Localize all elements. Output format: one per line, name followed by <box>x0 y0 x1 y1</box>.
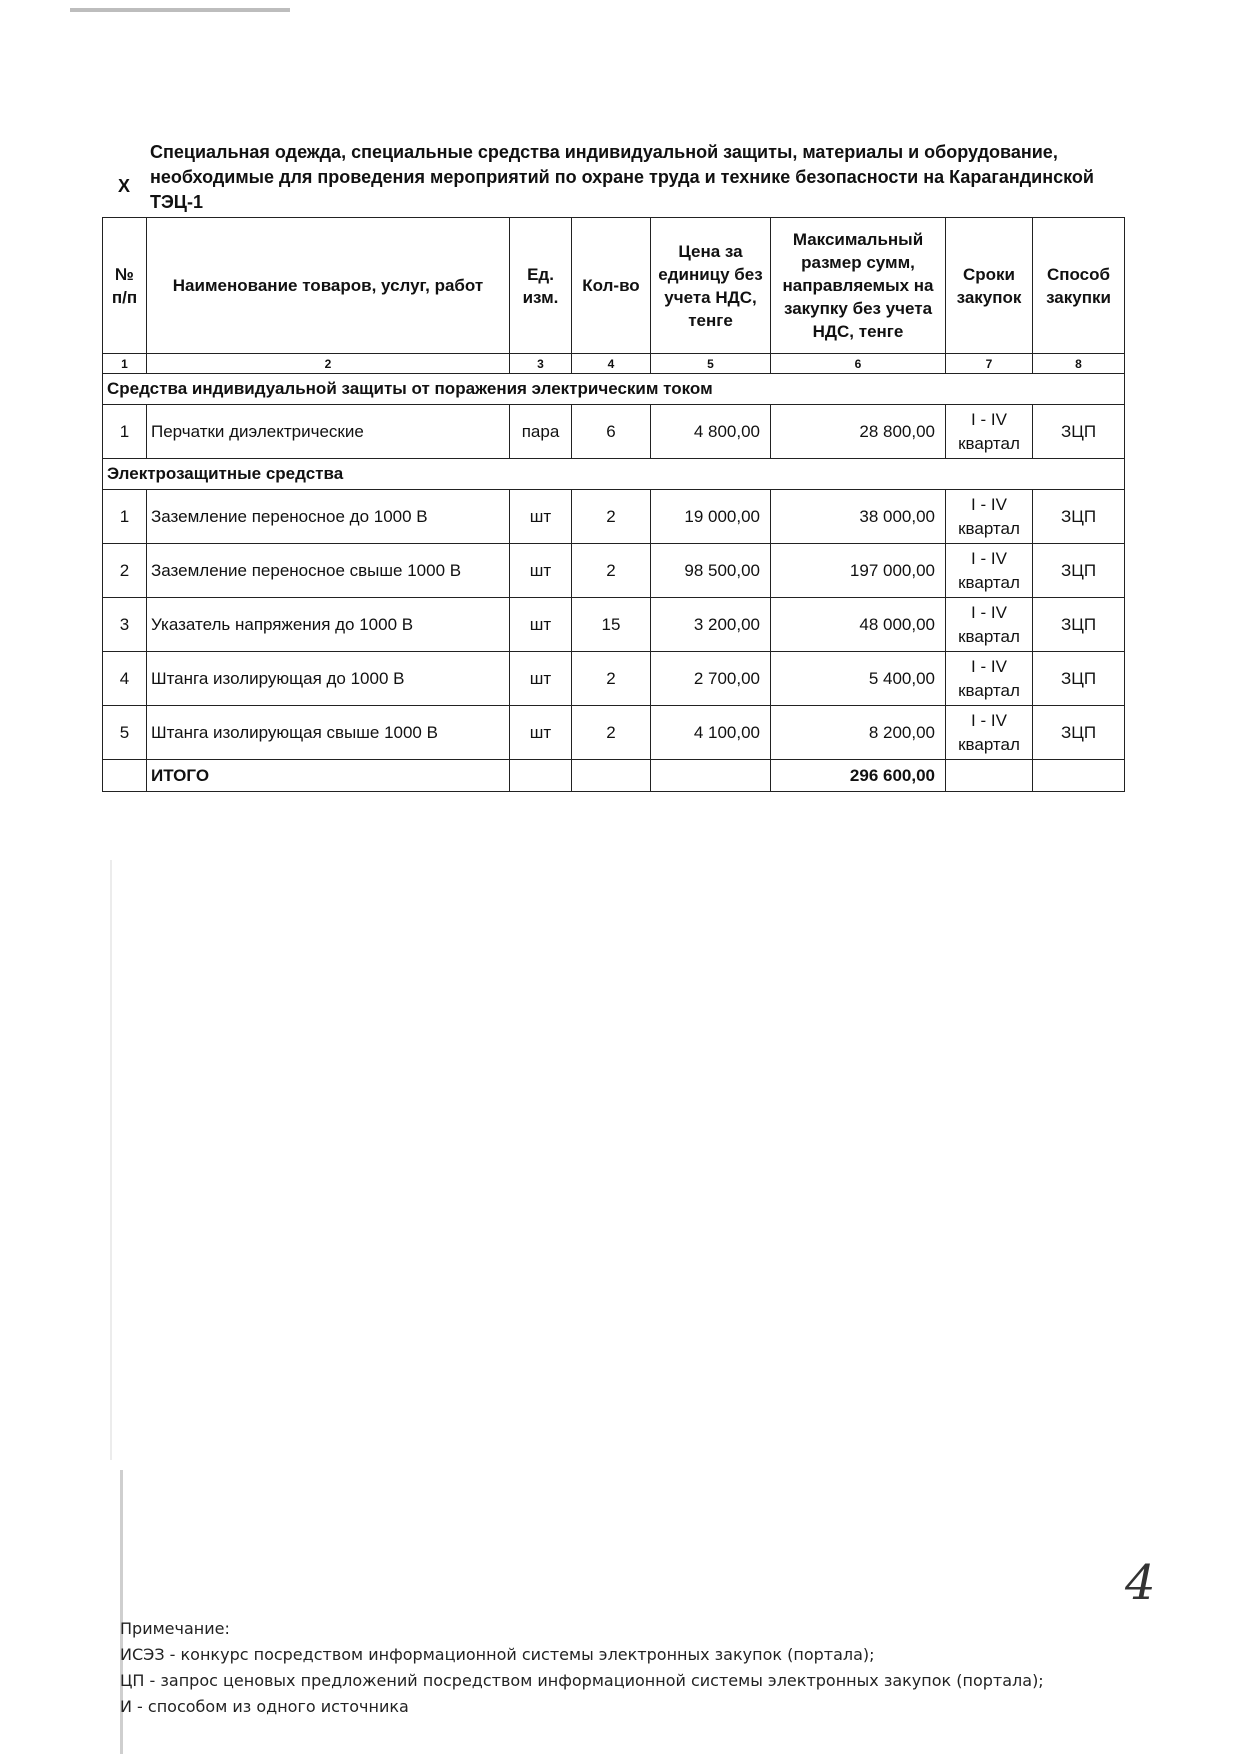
group-row <box>103 459 1125 490</box>
row-number: 3 <box>103 598 147 652</box>
group-row <box>103 374 1125 405</box>
row-unit: шт <box>510 652 572 706</box>
total-empty-cell <box>103 760 147 792</box>
column-number: 6 <box>771 354 946 374</box>
header-number: № п/п <box>103 218 147 354</box>
column-number-row <box>103 354 1125 374</box>
row-method: ЗЦП <box>1033 652 1125 706</box>
total-sum: 296 600,00 <box>771 760 946 792</box>
note-line: И - способом из одного источника <box>120 1697 409 1716</box>
section-title: Специальная одежда, специальные средства индивидуальной защиты, материалы и оборудование, необходимые для проведения мероприятий по охране труда и технике безопасности на Карагандинской ТЭЦ-1 <box>150 142 1094 212</box>
row-period-range: I - IV <box>971 494 1007 514</box>
column-number: 7 <box>946 354 1033 374</box>
column-number: 4 <box>572 354 651 374</box>
notes-title: Примечание: <box>120 1619 230 1638</box>
row-quantity: 2 <box>572 652 651 706</box>
row-price: 98 500,00 <box>651 544 771 598</box>
row-sum: 5 400,00 <box>771 652 946 706</box>
row-number: 1 <box>103 490 147 544</box>
total-empty-cell <box>651 760 771 792</box>
row-number: 5 <box>103 706 147 760</box>
row-unit: шт <box>510 598 572 652</box>
row-name: Заземление переносное до 1000 В <box>147 490 510 544</box>
row-quantity: 6 <box>572 405 651 459</box>
row-sum: 28 800,00 <box>771 405 946 459</box>
row-number: 1 <box>103 405 147 459</box>
row-period <box>946 598 1033 652</box>
row-number: 2 <box>103 544 147 598</box>
table-row <box>103 544 1125 598</box>
row-method: ЗЦП <box>1033 405 1125 459</box>
row-period-unit: квартал <box>958 734 1020 754</box>
row-name: Заземление переносное свыше 1000 В <box>147 544 510 598</box>
row-method: ЗЦП <box>1033 706 1125 760</box>
table-row <box>103 405 1125 459</box>
header-method: Способ закупки <box>1033 218 1125 354</box>
row-price: 2 700,00 <box>651 652 771 706</box>
total-empty-cell <box>510 760 572 792</box>
total-empty-cell <box>1033 760 1125 792</box>
total-row <box>103 760 1125 792</box>
row-unit: шт <box>510 490 572 544</box>
row-period <box>946 706 1033 760</box>
column-number: 5 <box>651 354 771 374</box>
row-period <box>946 544 1033 598</box>
header-max-sum: Максимальный размер сумм, направляемых на закупку без учета НДС, тенге <box>771 218 946 354</box>
row-name: Указатель напряжения до 1000 В <box>147 598 510 652</box>
procurement-table <box>102 217 1125 792</box>
notes <box>120 1616 1044 1720</box>
note-line: ЦП - запрос ценовых предложений посредством информационной системы электронных закупок (портала); <box>120 1671 1044 1690</box>
header-unit-price: Цена за единицу без учета НДС, тенге <box>651 218 771 354</box>
row-period-range: I - IV <box>971 710 1007 730</box>
column-number: 2 <box>147 354 510 374</box>
column-number: 1 <box>103 354 147 374</box>
row-quantity: 2 <box>572 706 651 760</box>
row-name: Штанга изолирующая свыше 1000 В <box>147 706 510 760</box>
row-period <box>946 405 1033 459</box>
handwritten-page-number: 4 <box>1125 1555 1156 1611</box>
row-period-unit: квартал <box>958 518 1020 538</box>
row-method: ЗЦП <box>1033 598 1125 652</box>
total-empty-cell <box>946 760 1033 792</box>
column-number: 8 <box>1033 354 1125 374</box>
table-row <box>103 490 1125 544</box>
row-quantity: 2 <box>572 490 651 544</box>
row-price: 3 200,00 <box>651 598 771 652</box>
row-sum: 38 000,00 <box>771 490 946 544</box>
header-row <box>103 218 1125 354</box>
row-method: ЗЦП <box>1033 490 1125 544</box>
scan-edge-top <box>70 8 290 12</box>
header-period: Сроки закупок <box>946 218 1033 354</box>
column-number: 3 <box>510 354 572 374</box>
row-period <box>946 652 1033 706</box>
row-period-unit: квартал <box>958 572 1020 592</box>
table-row <box>103 706 1125 760</box>
row-period-unit: квартал <box>958 626 1020 646</box>
row-sum: 8 200,00 <box>771 706 946 760</box>
row-period-unit: квартал <box>958 680 1020 700</box>
total-label: ИТОГО <box>147 760 510 792</box>
header-quantity: Кол-во <box>572 218 651 354</box>
row-period-range: I - IV <box>971 409 1007 429</box>
row-name: Штанга изолирующая до 1000 В <box>147 652 510 706</box>
row-period-range: I - IV <box>971 602 1007 622</box>
row-unit: шт <box>510 544 572 598</box>
row-quantity: 15 <box>572 598 651 652</box>
row-price: 4 800,00 <box>651 405 771 459</box>
group-title: Электрозащитные средства <box>103 459 1125 490</box>
note-line: ИСЭЗ - конкурс посредством информационной системы электронных закупок (портала); <box>120 1645 875 1664</box>
section-marker: X <box>118 176 131 196</box>
row-price: 4 100,00 <box>651 706 771 760</box>
row-number: 4 <box>103 652 147 706</box>
row-period-range: I - IV <box>971 656 1007 676</box>
header-name: Наименование товаров, услуг, работ <box>147 218 510 354</box>
total-empty-cell <box>572 760 651 792</box>
row-period-unit: квартал <box>958 433 1020 453</box>
row-unit: шт <box>510 706 572 760</box>
table-row <box>103 598 1125 652</box>
scan-edge-shadow <box>110 860 112 1460</box>
row-price: 19 000,00 <box>651 490 771 544</box>
row-sum: 197 000,00 <box>771 544 946 598</box>
row-period-range: I - IV <box>971 548 1007 568</box>
row-period <box>946 490 1033 544</box>
row-method: ЗЦП <box>1033 544 1125 598</box>
row-name: Перчатки диэлектрические <box>147 405 510 459</box>
group-title: Средства индивидуальной защиты от поражения электрическим током <box>103 374 1125 405</box>
row-sum: 48 000,00 <box>771 598 946 652</box>
header-unit: Ед. изм. <box>510 218 572 354</box>
table-row <box>103 652 1125 706</box>
row-unit: пара <box>510 405 572 459</box>
row-quantity: 2 <box>572 544 651 598</box>
